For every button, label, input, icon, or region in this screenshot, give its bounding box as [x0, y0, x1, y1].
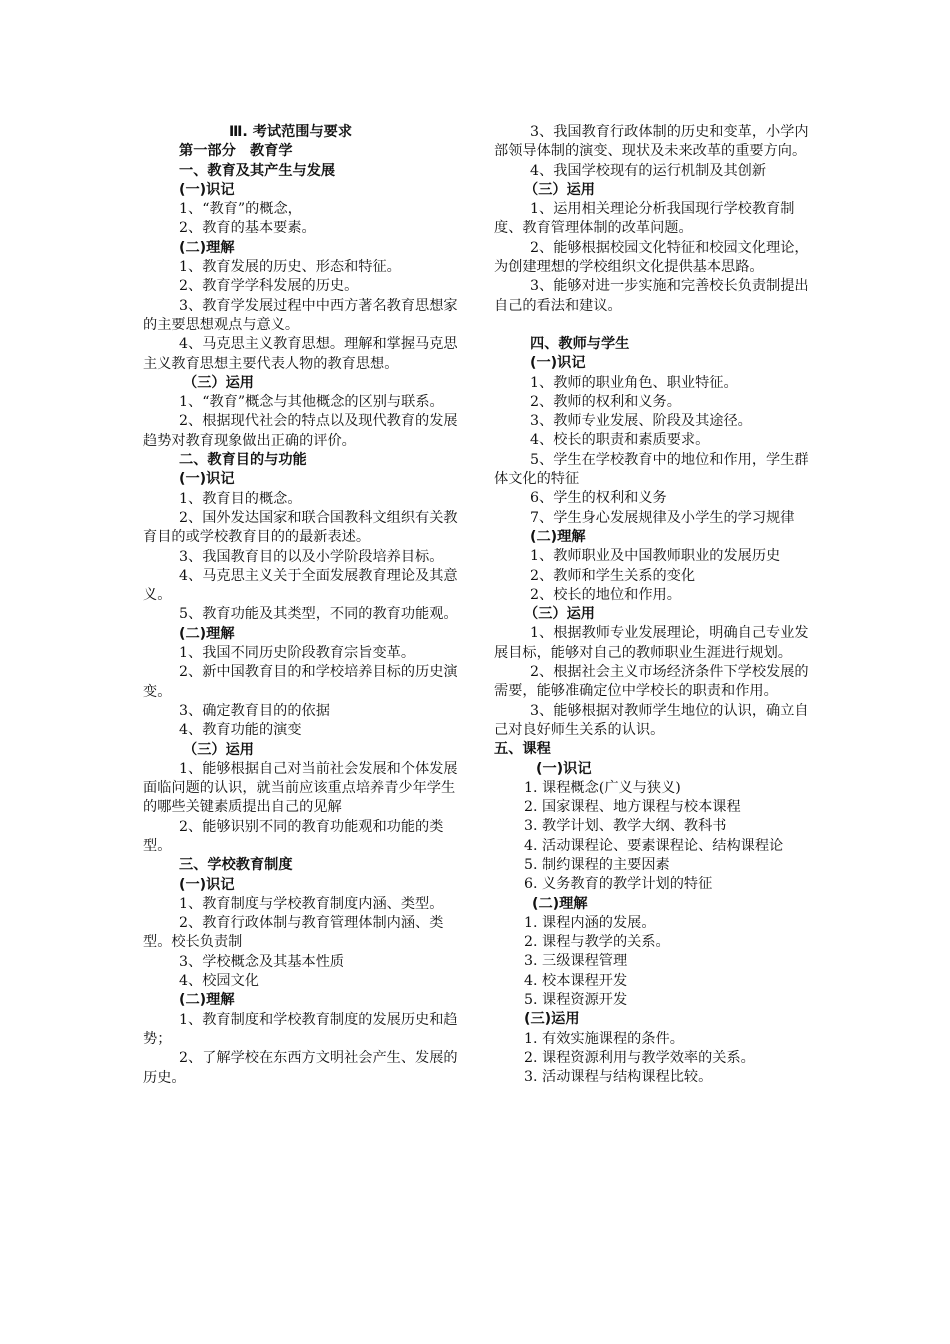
list-item: 7、学生身心发展规律及小学生的学习规律	[530, 509, 795, 526]
list-item: 5、教育功能及其类型，不同的教育功能观。	[179, 606, 458, 623]
list-item: 3、教师专业发展、阶段及其途径。	[530, 413, 752, 430]
list-item: 4. 活动课程论、要素课程论、结构课程论	[524, 837, 784, 854]
list-item: 4、教育功能的演变	[179, 722, 302, 739]
subheading: (一)识记	[536, 760, 592, 777]
list-item: 3、学校概念及其基本性质	[179, 953, 345, 970]
list-item: 3、确定教育目的的依据	[179, 702, 330, 719]
list-item: 1、运用相关理论分析我国现行学校教育制度、教育管理体制的改革问题。	[494, 201, 795, 237]
list-item: 2. 课程与教学的关系。	[524, 934, 670, 951]
list-item: 3. 活动课程与结构课程比较。	[524, 1069, 713, 1086]
chapter-heading: 四、教师与学生	[530, 335, 630, 352]
list-item: 1、我国不同历史阶段教育宗旨变革。	[179, 645, 416, 662]
list-item: 2. 课程资源利用与教学效率的关系。	[524, 1049, 755, 1066]
chapter-heading: 三、学校教育制度	[179, 857, 293, 874]
list-item: 2、根据社会主义市场经济条件下学校发展的需要，能够准确定位中学校长的职责和作用。	[494, 664, 809, 700]
list-item: 2、根据现代社会的特点以及现代教育的发展趋势对教育现象做出正确的评价。	[143, 413, 458, 449]
list-item: 1、教育制度和学校教育制度的发展历史和趋势；	[143, 1011, 458, 1047]
list-item: 2、教师的权利和义务。	[530, 393, 681, 410]
subheading: （三）运用	[524, 606, 595, 623]
subheading: (二)理解	[179, 992, 235, 1009]
list-item: 2、新中国教育目的和学校培养目标的历史演变。	[143, 664, 458, 700]
list-item: 4、我国学校现有的运行机制及其创新	[530, 162, 767, 179]
list-item: 4、校园文化	[179, 973, 259, 990]
subheading: (三)运用	[524, 1011, 580, 1028]
list-item: 1. 有效实施课程的条件。	[524, 1030, 684, 1047]
list-item: 5. 课程资源开发	[524, 992, 628, 1009]
subheading: (二)理解	[530, 528, 586, 545]
list-item: 3. 三级课程管理	[524, 953, 628, 970]
list-item: 1、教育目的概念。	[179, 490, 302, 507]
list-item: 2、校长的地位和作用。	[530, 586, 681, 603]
list-item: 3. 教学计划、教学大纲、教科书	[524, 818, 727, 835]
spacer	[494, 316, 812, 335]
list-item: 1. 课程概念(广义与狭义)	[524, 779, 681, 796]
list-item: 1、“教育”的概念，	[179, 201, 302, 218]
list-item: 4. 校本课程开发	[524, 972, 628, 989]
chapter-heading: 二、教育目的与功能	[179, 452, 307, 469]
list-item: 6、学生的权利和义务	[530, 490, 667, 507]
list-item: 2、能够根据校园文化特征和校园文化理论，为创建理想的学校组织文化提供基本思路。	[494, 239, 809, 276]
list-item: 2、教师和学生关系的变化	[530, 567, 696, 584]
list-item: 5、学生在学校教育中的地位和作用，学生群体文化的特征	[494, 451, 809, 488]
chapter-heading: 一、教育及其产生与发展	[179, 162, 336, 179]
list-item: 1、教师职业及中国教师职业的发展历史	[530, 548, 781, 565]
list-item: 2、国外发达国家和联合国教科文组织有关教育目的或学校教育目的的最新表述。	[143, 509, 458, 546]
list-item: 1. 课程内涵的发展。	[524, 914, 656, 931]
subheading: （三）运用	[183, 374, 254, 391]
list-item: 3、能够对进一步实施和完善校长负责制提出自己的看法和建议。	[494, 278, 809, 314]
list-item: 3、教育学发展过程中中西方著名教育思想家的主要思想观点与意义。	[143, 297, 458, 333]
subheading: (二)理解	[179, 625, 235, 642]
list-item: 3、能够根据对教师学生地位的认识，确立自己对良好师生关系的认识。	[494, 702, 809, 738]
list-item: 4、校长的职责和素质要求。	[530, 432, 710, 449]
list-item: 2、教育的基本要素。	[179, 220, 316, 237]
list-item: 2、能够识别不同的教育功能观和功能的类型。	[143, 818, 444, 854]
list-item: 1、“教育”概念与其他概念的区别与联系。	[179, 394, 444, 411]
list-item: 1、教育发展的历史、形态和特征。	[179, 259, 401, 276]
subheading: （三）运用	[183, 741, 254, 758]
subheading: (一)识记	[530, 355, 586, 372]
subheading: (一)识记	[179, 471, 235, 488]
left-column	[143, 123, 461, 1088]
list-item: 4、马克思主义教育思想。理解和掌握马克思主义教育思想主要代表人物的教育思想。	[143, 336, 458, 372]
list-item: 1、教师的职业角色、职业特征。	[530, 374, 738, 391]
list-item: 1、根据教师专业发展理论，明确自己专业发展目标，能够对自己的教师职业生涯进行规划。	[494, 625, 809, 661]
list-item: 2、了解学校在东西方文明社会产生、发展的历史。	[143, 1050, 458, 1086]
section-title: Ⅲ. 考试范围与要求	[229, 124, 353, 140]
list-item: 3、我国教育行政体制的历史和变革，小学内部领导体制的演变、现状及未来改革的重要方向。	[494, 124, 809, 160]
list-item: 2、教育学学科发展的历史。	[179, 278, 359, 295]
part-heading: 第一部分 教育学	[179, 143, 293, 160]
list-item: 5. 制约课程的主要因素	[524, 856, 670, 873]
list-item: 1、教育制度与学校教育制度内涵、类型。	[179, 895, 444, 912]
subheading: （三）运用	[524, 181, 595, 198]
list-item: 2. 国家课程、地方课程与校本课程	[524, 799, 741, 816]
subheading: (二)理解	[532, 895, 588, 912]
list-item: 1、能够根据自己对当前社会发展和个体发展面临问题的认识，就当前应该重点培养青少年学生的哪些关键素质提出自己的见解	[143, 760, 458, 816]
list-item: 3、我国教育目的以及小学阶段培养目标。	[179, 548, 444, 565]
subheading: (二)理解	[179, 239, 235, 256]
chapter-heading: 五、课程	[494, 741, 551, 758]
subheading: (一)识记	[179, 876, 235, 893]
list-item: 2、教育行政体制与教育管理体制内涵、类型。校长负责制	[143, 915, 444, 951]
subheading: (一)识记	[179, 181, 235, 198]
right-column	[494, 123, 812, 1088]
list-item: 4、马克思主义关于全面发展教育理论及其意义。	[143, 567, 458, 604]
list-item: 6. 义务教育的教学计划的特征	[524, 876, 713, 893]
